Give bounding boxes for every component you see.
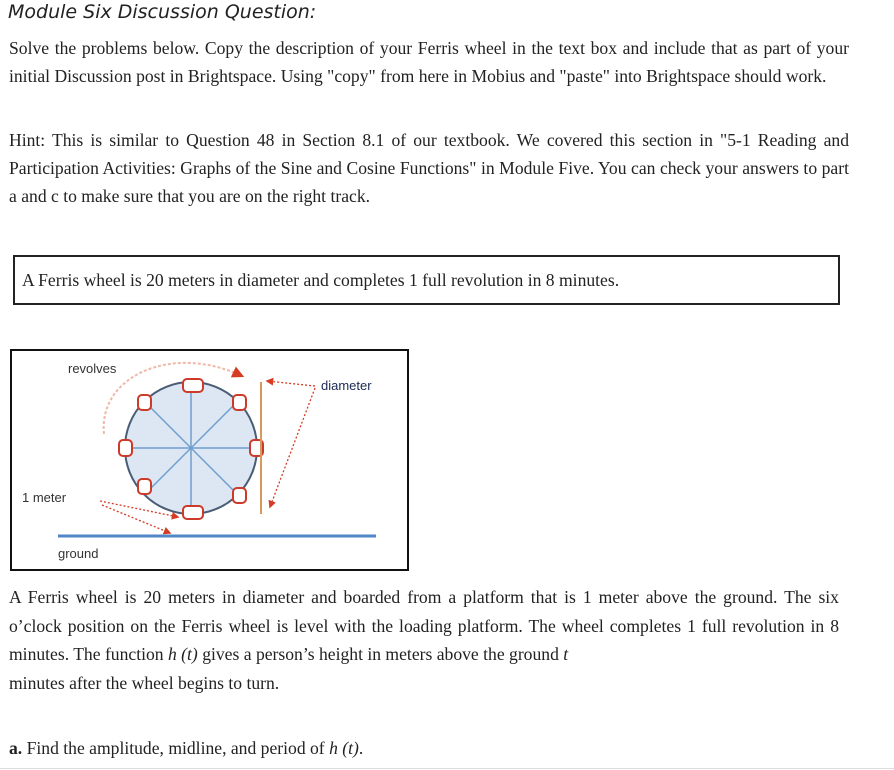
question-a-label: a. [9,738,23,758]
desc-revolutions: 1 [687,615,696,636]
desc-text: minutes. The function [9,644,168,664]
instructions-paragraph: Solve the problems below. Copy the description of your Ferris wheel in the text box and include that as part of your initial Discussion post in Brightspace. Using "copy" from here in Mobius and "paste" into Brightspace should work. [9,38,849,86]
question-a-text: Find the amplitude, midline, and period of [22,738,330,758]
desc-platform-height: 1 [582,587,592,607]
desc-variable-t: t [563,644,569,664]
desc-function: h (t) [167,644,198,664]
desc-text: A Ferris wheel is [9,587,144,607]
label-ground: ground [58,546,99,561]
desc-text: full revolution in [695,615,831,636]
hint-paragraph: Hint: This is similar to Question 48 in Section 8.1 of our textbook. We covered this section in "5-1 Reading and Participation Activities: Graphs of the Sine and Cosine Functions" in Module Five. You can check your answers to part a and c to make sure that you are on the right track. [9,130,849,206]
bottom-divider [0,768,894,769]
statement-revolutions: 1 [408,270,418,290]
statement-text: A Ferris wheel is [22,270,147,290]
diameter-pointer-top [267,381,315,386]
question-a [9,738,363,759]
desc-text: meters in diameter and boarded from a platform that is [161,587,583,607]
question-a-function: h (t) [329,738,359,758]
desc-text: minutes after the wheel begins to turn. [9,672,280,693]
question-a-end: . [358,738,364,758]
page-heading: Module Six Discussion Question: [8,1,317,23]
desc-text: meter above the ground. The six o’clock position on the Ferris wheel is level with the loading platform. The wheel completes [9,587,839,636]
desc-text: gives a person’s height in meters above the ground [197,644,564,664]
statement-diameter: 20 [146,270,164,290]
statement-text: full revolution in [417,270,546,290]
diameter-pointer-bottom [270,388,315,507]
desc-minutes: 8 [830,615,839,636]
statement-text: minutes. [554,270,620,290]
ferris-wheel-description-box[interactable] [13,255,840,305]
meter-pointer-lower [102,505,170,533]
statement-text: meters in diameter and completes [163,270,409,290]
problem-description [9,583,839,697]
label-revolves: revolves [68,361,117,376]
label-diameter: diameter [321,378,372,393]
label-one-meter: 1 meter [22,490,67,505]
ferris-wheel-figure [10,349,409,571]
desc-diameter: 20 [143,587,162,607]
statement-minutes: 8 [545,270,555,290]
